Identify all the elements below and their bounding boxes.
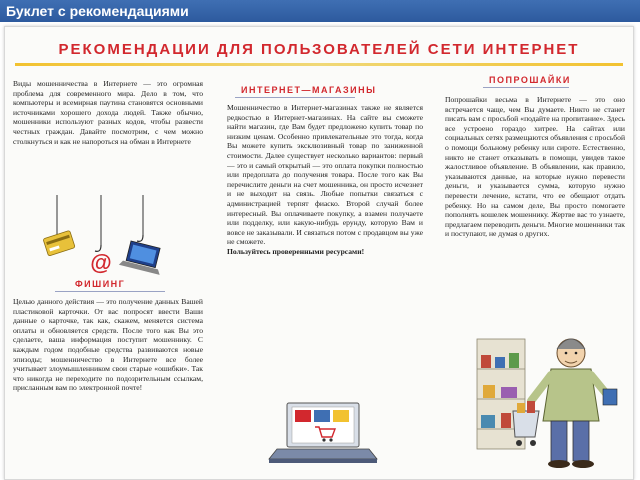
beggar-figure bbox=[531, 339, 609, 468]
credit-card-icon bbox=[43, 230, 75, 256]
phishing-body bbox=[13, 297, 203, 469]
booklet-heading: РЕКОМЕНДАЦИИ ДЛЯ ПОЛЬЗОВАТЕЛЕЙ СЕТИ ИНТЕРНЕТ bbox=[58, 41, 580, 58]
phishing-illustration bbox=[39, 195, 179, 287]
laptop-icon bbox=[119, 240, 166, 275]
intro-text: Виды мошенничества в Интернете — это огромная проблема для современного мира. Дело в том, что компьютеры и всемирная паутина становятся основными источниками хорошего дохода людей. Также обычно, мошенники используют разных кодов, чтобы развести честных граждан. Давайте посмотрим, с чем можно столкнуться и как не напороться на обман в Интернете bbox=[13, 79, 203, 146]
heading-underline bbox=[15, 63, 623, 66]
online-shops-body bbox=[227, 103, 423, 399]
online-shops-section-title: ИНТЕРНЕТ—МАГАЗИНЫ bbox=[241, 85, 377, 95]
online-shops-closing: Пользуйтесь проверенными ресурсами! bbox=[227, 246, 365, 256]
beggars-section-title: ПОПРОШАЙКИ bbox=[489, 75, 571, 85]
product-tile bbox=[333, 410, 349, 422]
beggars-body bbox=[445, 95, 625, 355]
product-tile bbox=[314, 410, 330, 422]
phishing-text: Целью данного действия — это получение данных Вашей пластиковой карточки. От вас попросят ввести Ваши данные о карточке, так как, скажем, меняется система оплаты и обновляется средств. После того как Вы это сделаете, ваша информация поступит мошеннику. С каждым годом подобные средства развиваются новые эпизоды; мошенничество в Интернете все более учитывает злоумышленником свои старые «ошибки». Так что никогда не переходите по подозрительным ссылкам, присланным вам по электронной почте! bbox=[13, 297, 203, 393]
column-1-intro bbox=[13, 79, 203, 195]
shop-laptop-illustration bbox=[267, 401, 379, 467]
phishing-title-rule bbox=[55, 291, 165, 292]
at-sign-icon: @ bbox=[90, 250, 112, 275]
beggars-text: Попрошайки весьма в Интернете — это оно встречается чаще, чем Вы думаете. Никто не станет писать вам с просьбой «подайте на пропитание». Здесь все устроено гораздо хитрее. На сайтах или социальных сетях размещаются объявления с просьбой о помощи больному ребенку или сироте. Естественно, никто не станет отказывать в помощи, увидев такое жалостливое объявление. В объявлении, как правило, указываются данные, на которые нужно перевести деньги, и указывается сумма, которую нужно перевести лечение, кстати, что ее обещают отдать ребенку. Но на самом деле, Вы просто помогаете пополнять кошелек мошеннику. Жертве вас то узнаете, предлагаем переводить деньги. Многие мошенники так и поступают, не думая о других. bbox=[445, 95, 625, 239]
box-icon bbox=[603, 389, 617, 405]
online-shops-title-rule bbox=[235, 97, 355, 98]
online-shops-text: Мошенничество в Интернет-магазинах также не является редкостью в Интернет-магазинах. На сайте вы сможете найти магазин, где Вам будет предложено купить товар по низким ценам. Особенно привлекательные это тогда, когда Вы можете купить эксклюзивный товар по заниженной стоимости. Далее существует несколько вариантов: первый — это и самый открытый — это оплата покупки полностью или предоплата до получения товара. После того как Вы перечислите деньги на счет мошенника, он просто исчезнет и не выходит на связь. Любые попытки связаться с администрацией терпят фиаско. Второй случай более интересный. Вы оплачиваете покупку, а взамен получаете или подделку, или какую-нибудь ерунду, которую Вам и вовсе не заказывали. И связаться потом с продавцом вы уже не сможете. bbox=[227, 103, 423, 247]
product-tile bbox=[295, 410, 311, 422]
phishing-section-title: ФИШИНГ bbox=[75, 279, 126, 289]
hook-icon bbox=[137, 235, 143, 241]
beggars-title-rule bbox=[483, 87, 569, 88]
booklet-page bbox=[4, 26, 634, 480]
slide-title: Буклет с рекомендациями bbox=[6, 3, 189, 19]
beggar-illustration bbox=[475, 319, 625, 471]
